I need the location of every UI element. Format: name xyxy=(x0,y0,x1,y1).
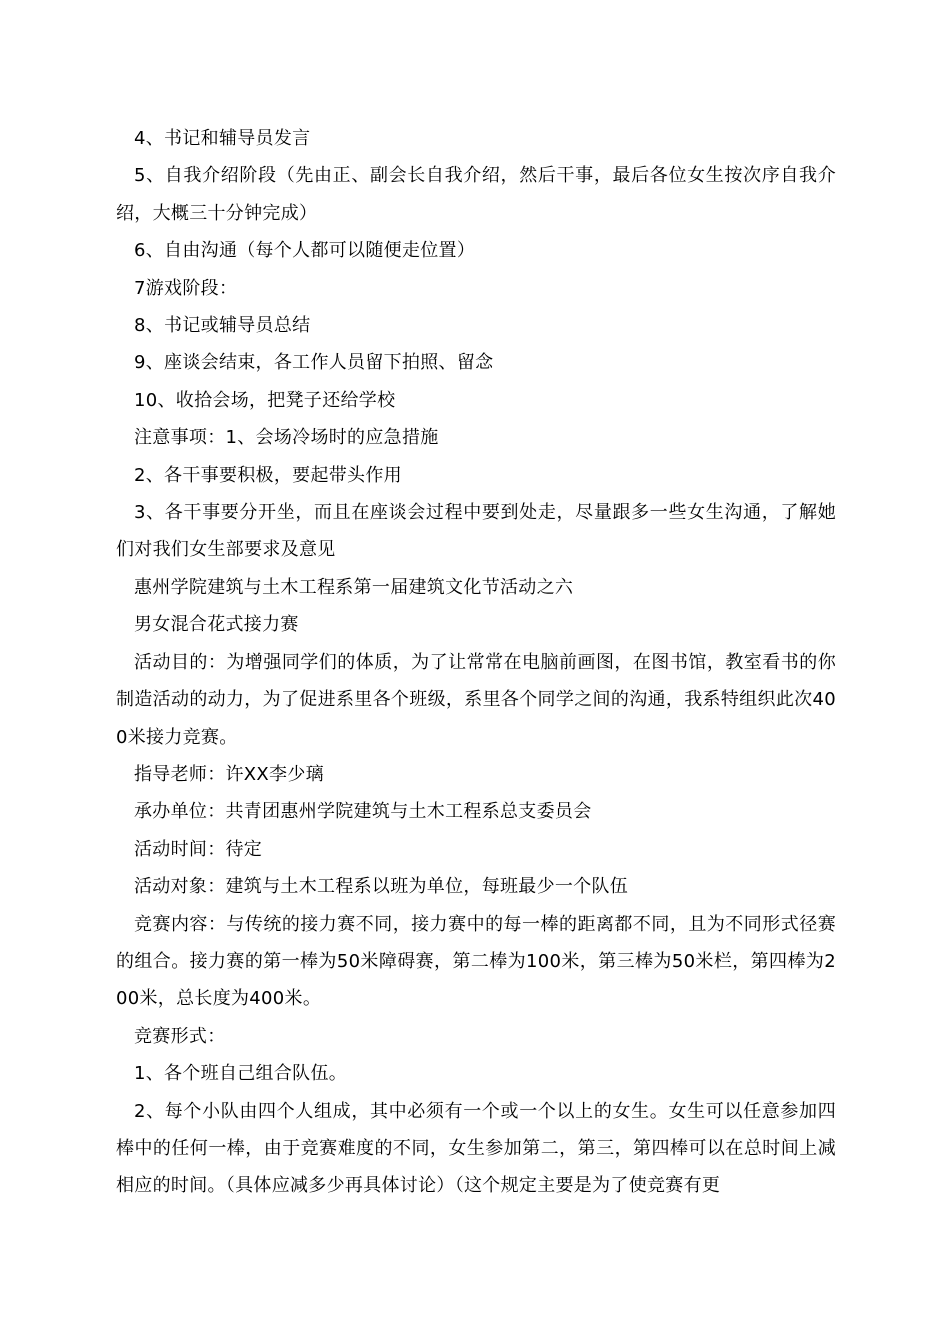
paragraph-item-4: 4、书记和辅导员发言 xyxy=(134,128,311,149)
activity-subtitle: 男女混合花式接力赛 xyxy=(134,614,299,636)
document-body xyxy=(116,120,836,1205)
paragraph-item-5: 5、自我介绍阶段（先由正、副会长自我介绍，然后干事，最后各位女生按次序自我介绍，大概三十分钟完成） xyxy=(116,165,836,224)
format-item-2: 2、每个小队由四个人组成，其中必须有一个或一个以上的女生。女生可以任意参加四棒中的任何一棒，由于竞赛难度的不同，女生参加第二，第三，第四棒可以在总时间上减相应的时间。（具体应减多少再具体讨论）（这个规定主要是为了使竞赛有更 xyxy=(116,1100,836,1197)
paragraph-item-8: 8、书记或辅导员总结 xyxy=(134,315,311,337)
paragraph-item-6: 6、自由沟通（每个人都可以随便走位置） xyxy=(134,240,476,262)
activity-title: 惠州学院建筑与土木工程系第一届建筑文化节活动之六 xyxy=(134,576,574,598)
paragraph-item-9: 9、座谈会结束，各工作人员留下拍照、留念 xyxy=(134,352,494,374)
paragraph-item-7: 7游戏阶段： xyxy=(134,277,238,299)
notes-item-2: 2、各干事要积极，要起带头作用 xyxy=(134,464,402,486)
notes-heading: 注意事项：1、会场冷场时的应急措施 xyxy=(134,427,439,449)
notes-item-3: 3、各干事要分开坐，而且在座谈会过程中要到处走，尽量跟多一些女生沟通，了解她们对我们女生部要求及意见 xyxy=(116,502,836,561)
paragraph-item-10: 10、收拾会场，把凳子还给学校 xyxy=(134,389,396,411)
competition-content: 竞赛内容：与传统的接力赛不同，接力赛中的每一棒的距离都不同，且为不同形式径赛的组合。接力赛的第一棒为50米障碍赛，第二棒为100米，第三棒为50米栏，第四棒为200米，总长度为400米。 xyxy=(116,913,836,1010)
competition-format-heading: 竞赛形式： xyxy=(134,1025,226,1047)
activity-target: 活动对象：建筑与土木工程系以班为单位，每班最少一个队伍 xyxy=(134,876,629,898)
format-item-1: 1、各个班自己组合队伍。 xyxy=(134,1063,348,1085)
activity-purpose: 活动目的：为增强同学们的体质，为了让常常在电脑前画图，在图书馆，教室看书的你制造活动的动力，为了促进系里各个班级，系里各个同学之间的沟通，我系特组织此次400米接力竞赛。 xyxy=(116,651,836,748)
advisor-line: 指导老师：许XX李少璃 xyxy=(134,763,324,785)
organizer-line: 承办单位：共青团惠州学院建筑与土木工程系总支委员会 xyxy=(134,801,592,823)
activity-time: 活动时间：待定 xyxy=(134,838,263,860)
